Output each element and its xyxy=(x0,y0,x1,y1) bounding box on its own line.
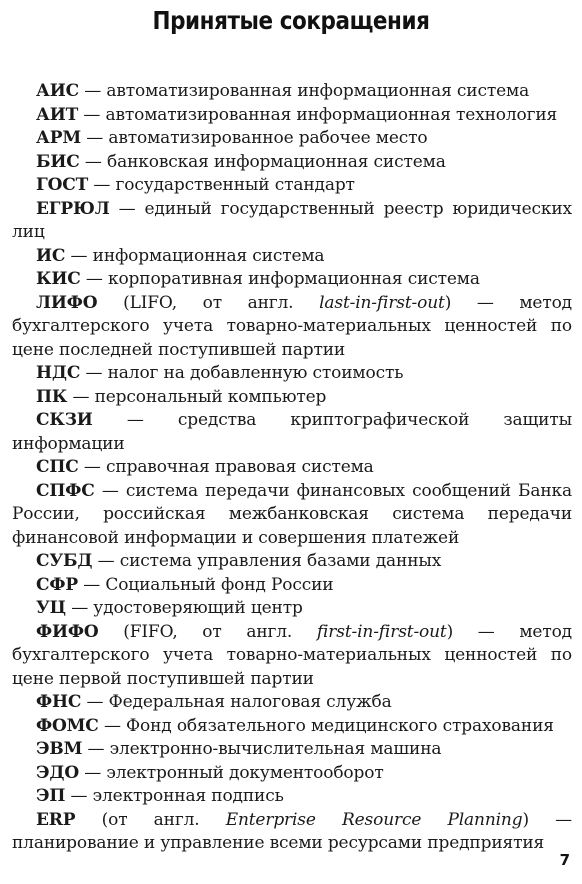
abbreviation-term: КИС xyxy=(36,269,81,289)
abbreviation-term: УЦ xyxy=(36,598,66,618)
entry-definition: — планирование и управление всеми ресурсами предприятия xyxy=(12,809,572,853)
abbreviation-term: СПФС xyxy=(36,480,95,501)
abbreviation-term: ЛИФО xyxy=(36,292,98,313)
entry-definition: — электронный документооборот xyxy=(79,762,384,783)
abbreviation-term: ЭП xyxy=(36,786,66,806)
abbreviation-entry xyxy=(12,762,572,786)
abbreviation-entry xyxy=(12,785,572,809)
abbreviation-entry xyxy=(12,198,572,245)
abbreviation-entry xyxy=(12,268,572,292)
entry-definition: — информационная система xyxy=(65,245,325,266)
abbreviation-term: ERP xyxy=(36,809,76,830)
entry-definition: — электронно-вычислительная машина xyxy=(82,739,442,759)
page-number: 7 xyxy=(559,851,570,869)
entry-origin-prefix: (LIFO, от англ. xyxy=(97,292,320,313)
entry-definition: — средства криптографической защиты информации xyxy=(12,410,572,454)
abbreviation-entry xyxy=(12,738,572,762)
entry-definition: — Социальный фонд России xyxy=(78,574,334,595)
abbreviation-term: ФИФО xyxy=(36,621,99,642)
abbreviation-term: АРМ xyxy=(36,128,81,148)
abbreviation-term: ИС xyxy=(36,245,66,266)
abbreviation-term: БИС xyxy=(36,151,80,172)
entry-origin-suffix: ) xyxy=(446,621,454,642)
abbreviation-entry xyxy=(12,127,572,151)
abbreviation-entry xyxy=(12,151,572,175)
abbreviation-term: ФОМС xyxy=(36,715,99,736)
abbreviation-term: ФНС xyxy=(36,692,82,712)
entry-origin-suffix: ) xyxy=(444,292,452,313)
entry-origin-suffix: ) xyxy=(522,809,529,830)
entry-definition: — система управления базами данных xyxy=(92,551,442,571)
entry-definition: — справочная правовая система xyxy=(78,457,374,477)
entry-origin-term: first-in-first-out xyxy=(316,621,447,642)
abbreviation-term: АИТ xyxy=(36,104,79,125)
abbreviation-entry xyxy=(12,809,572,856)
abbreviation-term: НДС xyxy=(36,363,81,383)
abbreviation-term: СФР xyxy=(36,574,78,595)
entry-definition: — банковская информационная система xyxy=(79,151,446,172)
abbreviation-term: ЭДО xyxy=(36,762,79,783)
entry-origin-prefix: (от англ. xyxy=(75,809,226,830)
entry-definition: — метод бухгалтерского учета товарно-материальных ценностей по цене первой поступившей партии xyxy=(12,621,572,689)
abbreviation-term: ПК xyxy=(36,386,68,407)
abbreviation-term: СПС xyxy=(36,457,79,477)
abbreviation-entry xyxy=(12,386,572,410)
abbreviation-entry xyxy=(12,80,572,104)
abbreviation-entry xyxy=(12,597,572,621)
entry-definition: — налог на добавленную стоимость xyxy=(80,363,404,383)
abbreviation-entry xyxy=(12,480,572,551)
page-title: Принятые сокращения xyxy=(152,6,430,35)
entry-definition: — удостоверяющий центр xyxy=(65,598,303,618)
entry-definition: — метод бухгалтерского учета товарно-материальных ценностей по цене последней поступившей партии xyxy=(12,292,572,360)
abbreviation-entry xyxy=(12,621,572,692)
entry-definition: — электронная подпись xyxy=(65,786,284,806)
abbreviation-entry xyxy=(12,104,572,128)
entry-definition: — Фонд обязательного медицинского страхования xyxy=(98,715,554,736)
entry-definition: — система передачи финансовых сообщений Банка России, российская межбанковская система передачи финансовой информации и совершения платежей xyxy=(12,480,572,548)
abbreviation-entry xyxy=(12,245,572,269)
entry-origin-term: Enterprise Resource Planning xyxy=(225,809,523,830)
abbreviation-term: ГОСТ xyxy=(36,175,89,195)
entry-definition: — автоматизированная информационная технология xyxy=(78,104,558,125)
entry-definition: — персональный компьютер xyxy=(67,386,327,407)
abbreviation-term: СКЗИ xyxy=(36,410,93,430)
abbreviation-entry xyxy=(12,715,572,739)
abbreviation-term: ЕГРЮЛ xyxy=(36,198,110,219)
abbreviation-entry xyxy=(12,691,572,715)
abbreviation-list xyxy=(12,80,572,856)
entry-definition: — автоматизированная информационная система xyxy=(79,81,530,101)
abbreviation-term: СУБД xyxy=(36,551,93,571)
entry-definition: — корпоративная информационная система xyxy=(80,269,480,289)
entry-definition: — единый государственный реестр юридических лиц xyxy=(12,198,572,242)
abbreviation-entry xyxy=(12,574,572,598)
entry-origin-term: last-in-first-out xyxy=(319,292,445,313)
abbreviation-entry xyxy=(12,409,572,456)
abbreviation-term: ЭВМ xyxy=(36,739,83,759)
abbreviation-entry xyxy=(12,292,572,363)
entry-definition: — автоматизированное рабочее место xyxy=(81,128,428,148)
abbreviation-term: АИС xyxy=(36,81,79,101)
abbreviation-entry xyxy=(12,174,572,198)
entry-definition: — государственный стандарт xyxy=(88,175,355,195)
abbreviation-entry xyxy=(12,362,572,386)
abbreviation-entry xyxy=(12,456,572,480)
entry-definition: — Федеральная налоговая служба xyxy=(81,692,392,712)
entry-origin-prefix: (FIFO, от англ. xyxy=(98,621,317,642)
abbreviation-entry xyxy=(12,550,572,574)
